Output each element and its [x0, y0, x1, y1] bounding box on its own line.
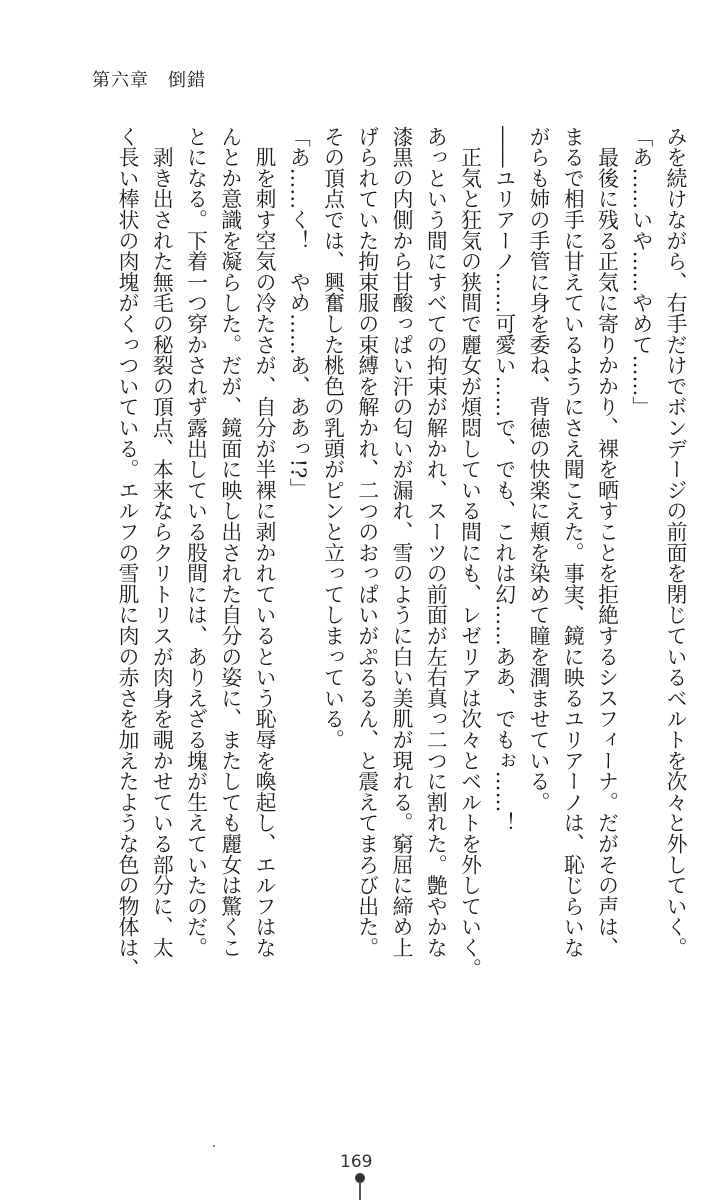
- page-marker-line: [359, 1182, 361, 1200]
- text-column: その頂点では、興奮した桃色の乳頭がピンと立ってしまっている。: [320, 126, 345, 750]
- text-column: ――ユリアーノ……可愛い……で、でも、これは幻……ああ、でもぉ……！: [491, 126, 516, 834]
- text-column: まるで相手に甘えているようにさえ聞こえた。事実、鏡に映るユリアーノは、恥じらいな: [560, 126, 585, 958]
- page-number: 169: [340, 1152, 373, 1172]
- body-text: [110, 126, 692, 986]
- text-column: 最後に残る正気に寄りかかり、裸を晒すことを拒絶するシスフィーナ。だがその声は、: [594, 126, 619, 958]
- chapter-header: 第六章 倒錯: [92, 70, 206, 91]
- text-column: んとか意識を凝らした。だが、鏡面に映し出された自分の姿に、またしても麗女は驚くこ: [217, 126, 242, 958]
- text-column: 正気と狂気の狭間で麗女が煩悶している間にも、レゼリアは次々とベルトを外していく。: [457, 126, 482, 979]
- text-column: がらも姉の手管に身を委ね、背徳の快楽に頬を染めて瞳を潤ませている。: [526, 126, 550, 813]
- text-column: みを続けながら、右手だけでボンデージの前面を閉じているベルトを次々と外していく。: [663, 126, 687, 958]
- print-speck: [213, 1145, 215, 1147]
- text-column: あっという間にすべての拘束が解かれ、スーツの前面が左右真っ二つに割れた。艶やかな: [423, 126, 448, 958]
- text-column: 「あ……いや……やめて……」: [628, 126, 653, 418]
- text-column: 肌を刺す空気の冷たさが、自分が半裸に剥かれているという恥辱を喚起し、エルフはな: [252, 126, 276, 958]
- text-column: げられていた拘束服の束縛を解かれ、二つのおっぱいがぷるるん、と震えてまろび出た。: [354, 126, 379, 958]
- text-column: 「あ……く！ やめ……あ、ああっ!?」: [286, 126, 311, 500]
- text-column: 漆黒の内側から甘酸っぱい汗の匂いが漏れ、雪のように白い美肌が現れる。窮屈に締め上: [389, 126, 413, 958]
- text-column: 剥き出された無毛の秘裂の頂点、本来ならクリトリスが肉身を覗かせている部分に、太: [149, 126, 174, 958]
- text-column: く長い棒状の肉塊がくっついている。エルフの雪肌に肉の赤さを加えたような色の物体は、: [115, 126, 139, 979]
- text-column: とになる。下着一つ穿かされず露出している股間には、ありえざる塊が生えていたのだ。: [183, 126, 208, 958]
